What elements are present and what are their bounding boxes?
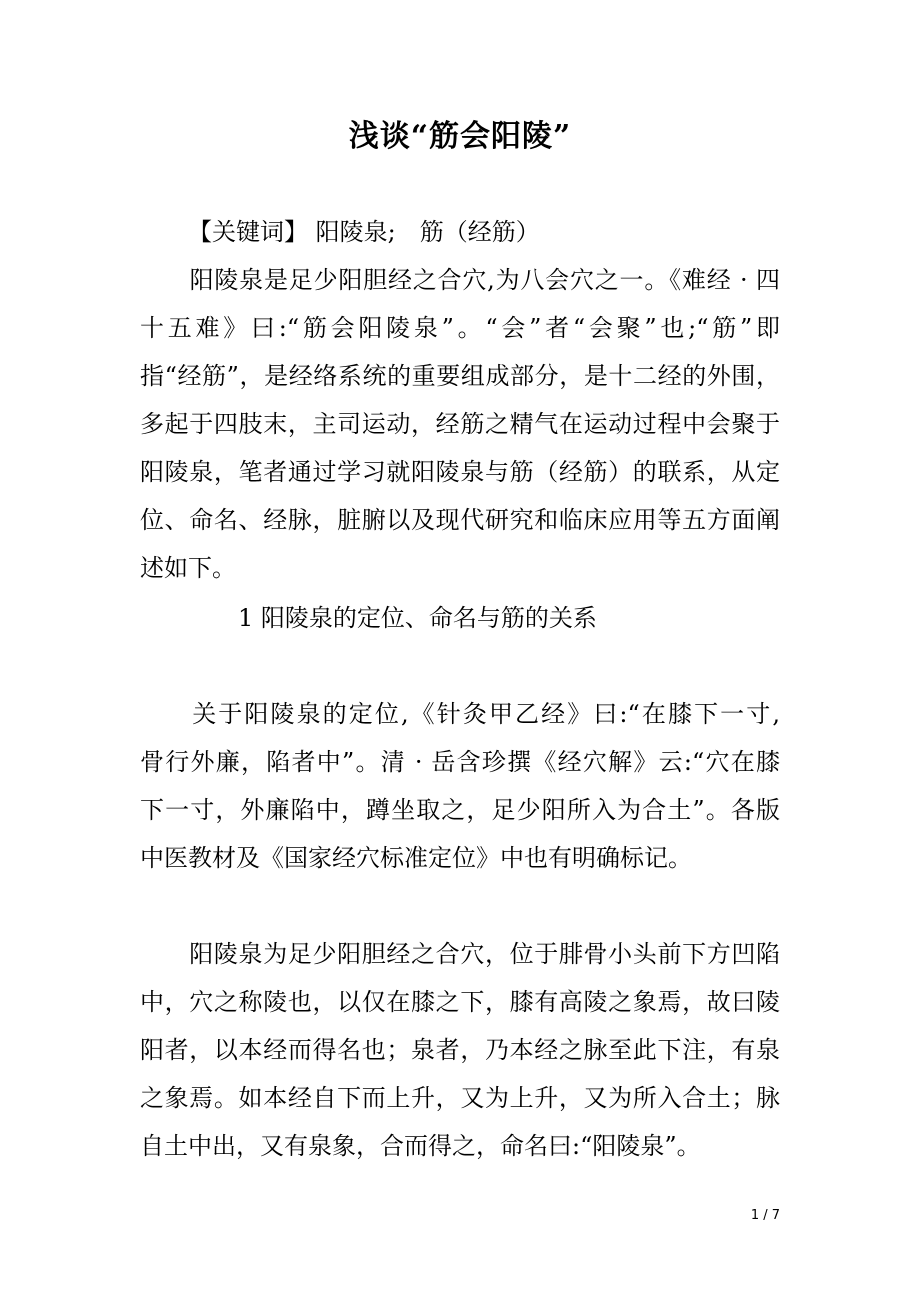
keywords-line: 【关键词】 阳陵泉; 筋（经筋） [188,218,540,246]
text-line: 关于阳陵泉的定位,《针灸甲乙经》曰:“在膝下一寸, [140,700,780,728]
document-title: 浅谈“筋会阳陵” [348,119,572,154]
section-heading: 1 阳陵泉的定位、命名与筋的关系 [238,604,597,632]
text-line: 阳陵泉，笔者通过学习就阳陵泉与筋（经筋）的联系，从定 [140,458,780,486]
text-line: 自土中出，又有泉象，合而得之，命名曰:“阳陵泉”。 [140,1132,701,1160]
text-line: 十五难》曰:“筋会阳陵泉”。“会”者“会聚”也;“筋”即 [140,314,780,342]
text-line: 多起于四肢末，主司运动，经筋之精气在运动过程中会聚于 [140,410,780,438]
text-line: 述如下。 [140,554,236,582]
text-line: 之象焉。如本经自下而上升，又为上升，又为所入合土；脉 [140,1084,780,1112]
page-number: 1 / 7 [750,1208,780,1223]
text-line: 位、命名、经脉，脏腑以及现代研究和临床应用等五方面阐 [140,506,780,534]
text-line: 阳陵泉为足少阳胆经之合穴，位于腓骨小头前下方凹陷 [140,940,780,968]
text-line: 指“经筋”，是经络系统的重要组成部分，是十二经的外围， [140,362,780,390]
text-line: 下一寸，外廉陷中，蹲坐取之，足少阳所入为合土”。各版 [140,796,780,824]
text-line: 阳陵泉是足少阳胆经之合穴,为八会穴之一。《难经 · 四 [140,266,780,294]
text-line: 骨行外廉，陷者中”。清 · 岳含珍撰《经穴解》云:“穴在膝 [140,748,780,776]
text-line: 中，穴之称陵也，以仅在膝之下，膝有高陵之象焉，故曰陵 [140,988,780,1016]
text-line: 阳者，以本经而得名也；泉者，乃本经之脉至此下注，有泉 [140,1036,780,1064]
text-line: 中医教材及《国家经穴标准定位》中也有明确标记。 [140,844,692,872]
